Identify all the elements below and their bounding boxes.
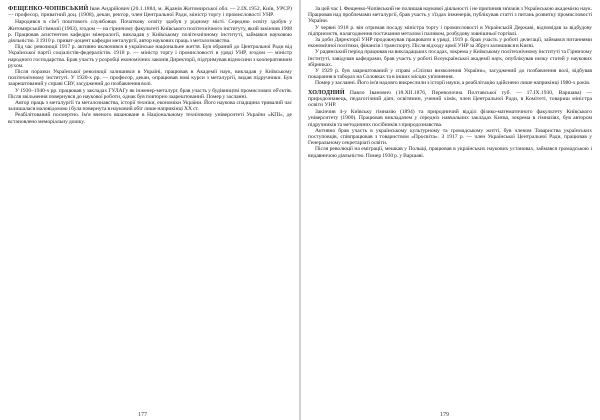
- left-paragraph: Після поразки Української революції залишився в Україні, працював в Академії наук, викладав у Київському політехнічному інституті. У 1920-х рр. — професор, декан, опрацював нові курси з металургії, видав підручники. Був заарештований у справі СВУ, засуджений до позбавлення волі.: [8, 69, 292, 88]
- left-entry-lead: Іван Андрійович (20.1.1884, м. Жданів Житомирської обл. — 2.IX.1952, Київ, УРСР) — професор, приватний доц. (1908), декан, ректор, член Центральної Ради, міністр торгу і промисловості УНР.: [8, 6, 292, 19]
- left-paragraph: Автор праць з металургії та металознавства, історії техніки, економіки України. Його наукова спадщина тривалий час залишалася маловідомою і була повернута в науковий обіг лише наприкінці XX ст.: [8, 100, 292, 113]
- right-entry-name: ХОЛОДНИЙ: [308, 89, 345, 96]
- right-paragraph: Після революції на еміграції, мешкав у Польщі, працював в українських наукових установах, займався громадською і видавничою діяльністю. Помер 1930 р. у Варшаві.: [308, 146, 592, 159]
- right-paragraph: У радянський період працював на викладацьких посадах, зокрема у Київському політехнічному інституті та Гірничому інституті, завідував кафедрами, брав участь у роботі Всеукраїнської академії наук, опублікував низку статей у наукових збірниках.: [308, 49, 592, 68]
- right-paragraph: У 1929 р. був заарештований у справі «Спілки визволення України», засуджений до позбавлення волі, відбував покарання в таборах на Соловках та в інших місцях ув'язнення.: [308, 68, 592, 81]
- left-paragraph: Під час революції 1917 р. активно включився в українське національне життя. Був обраний до Центральної Ради від Української партії соціалістів-федералістів. 1918 р. — міністр торгу і промисловості в уряді УНР, згодом — міністр народного господарства. Брав участь у розробці економічних законів Директорії, підтримував відносини з кооперативним рухом.: [8, 44, 292, 69]
- left-entry-name: ФЕЩЕНКО-ЧОПІВСЬКИЙ: [8, 6, 89, 12]
- right-paragraph: Помер у засланні. Його ім'я надовго викреслили з історії науки, а реабілітацію здійснено лише наприкінці 1980-х років.: [315, 80, 591, 87]
- right-paragraph: Активно брав участь в українському культурному та громадському житті, був членом Товариства українських поступовців, співпрацював з товариством «Просвіта». З 1917 р. — член Української Центральної Ради, працював у Генеральному секретаріаті освіти.: [308, 127, 592, 147]
- right-page-number: 179: [440, 412, 449, 418]
- right-entry-heading: [308, 90, 592, 109]
- left-entry-heading: [8, 6, 292, 18]
- right-paragraph: За цей час І. Фещенко-Чопівський не полишав наукової діяльності і не припиняв зв'язків з Українською академією наук. Працював над проблемами металургії, брав участь у з'їздах інженерів, публікував статті з питань розвитку промисловості України.: [308, 6, 592, 25]
- left-paragraph: Реабілітований посмертно. Ім'я вченого вшановане в Національному технічному університеті України «КПІ», де встановлено меморіальну дошку.: [8, 112, 292, 125]
- right-paragraph: У червні 1918 р. він отримав посаду міністра торгу і промисловості в Українській Державі, відповідав за відбудову підприємств, налагодження постачання металом і паливом, розбудову зовнішньої торгівлі.: [308, 24, 592, 37]
- right-paragraph: Закінчив 4-у Київську гімназію (1894) та природничий відділ фізико-математичного факультету Київського університету (1900). Працював викладачем у середніх навчальних закладах Києва, зокрема в гімназіях, був автором підручників та методичних посібників з природознавства.: [308, 109, 592, 128]
- right-entry: [308, 90, 592, 159]
- left-page-number: 177: [138, 412, 147, 418]
- right-entry-lead: Павло Іванович (18.XII.1876, Переволочна Полтавської губ. — 17.IX.1930, Варшава) — природознавець, педагогічний діяч, освітянин, учений хімік, член Центральної Ради, в Комітеті, товариш міністра освіти УНР.: [308, 89, 592, 109]
- left-paragraph: Народився в сім'ї поштового службовця. Початкову освіту здобув у рідному місті. Середню освіту здобув у Житомирській гімназії (1903), згодом — на гірничому факультеті Київського політехнічного інституту, який закінчив 1908 р. Працював асистентом кафедри мінералогії, викладав у Київському політехнічному інституті, займався науковою діяльністю. З 1910 р. приват-доцент кафедри металургії, автор наукових праць з металознавства.: [8, 19, 292, 45]
- right-page: [300, 0, 600, 420]
- left-paragraph: У 1930–1940-х рр. працював у закладах ГУЛАГу як інженер-металург, брав участь у будівництві промислових об'єктів. Після звільнення повернувся до наукової роботи, однак був повторно заарештований. Помер у засланні.: [8, 87, 292, 100]
- right-paragraph: За доби Директорії УНР продовжував працювати в уряді, 1919 р. брав участь у роботі делегації, займався питаннями економічної політики, фінансів і транспорту. Після відходу армії УНР за Збруч залишився в Києві.: [308, 37, 592, 50]
